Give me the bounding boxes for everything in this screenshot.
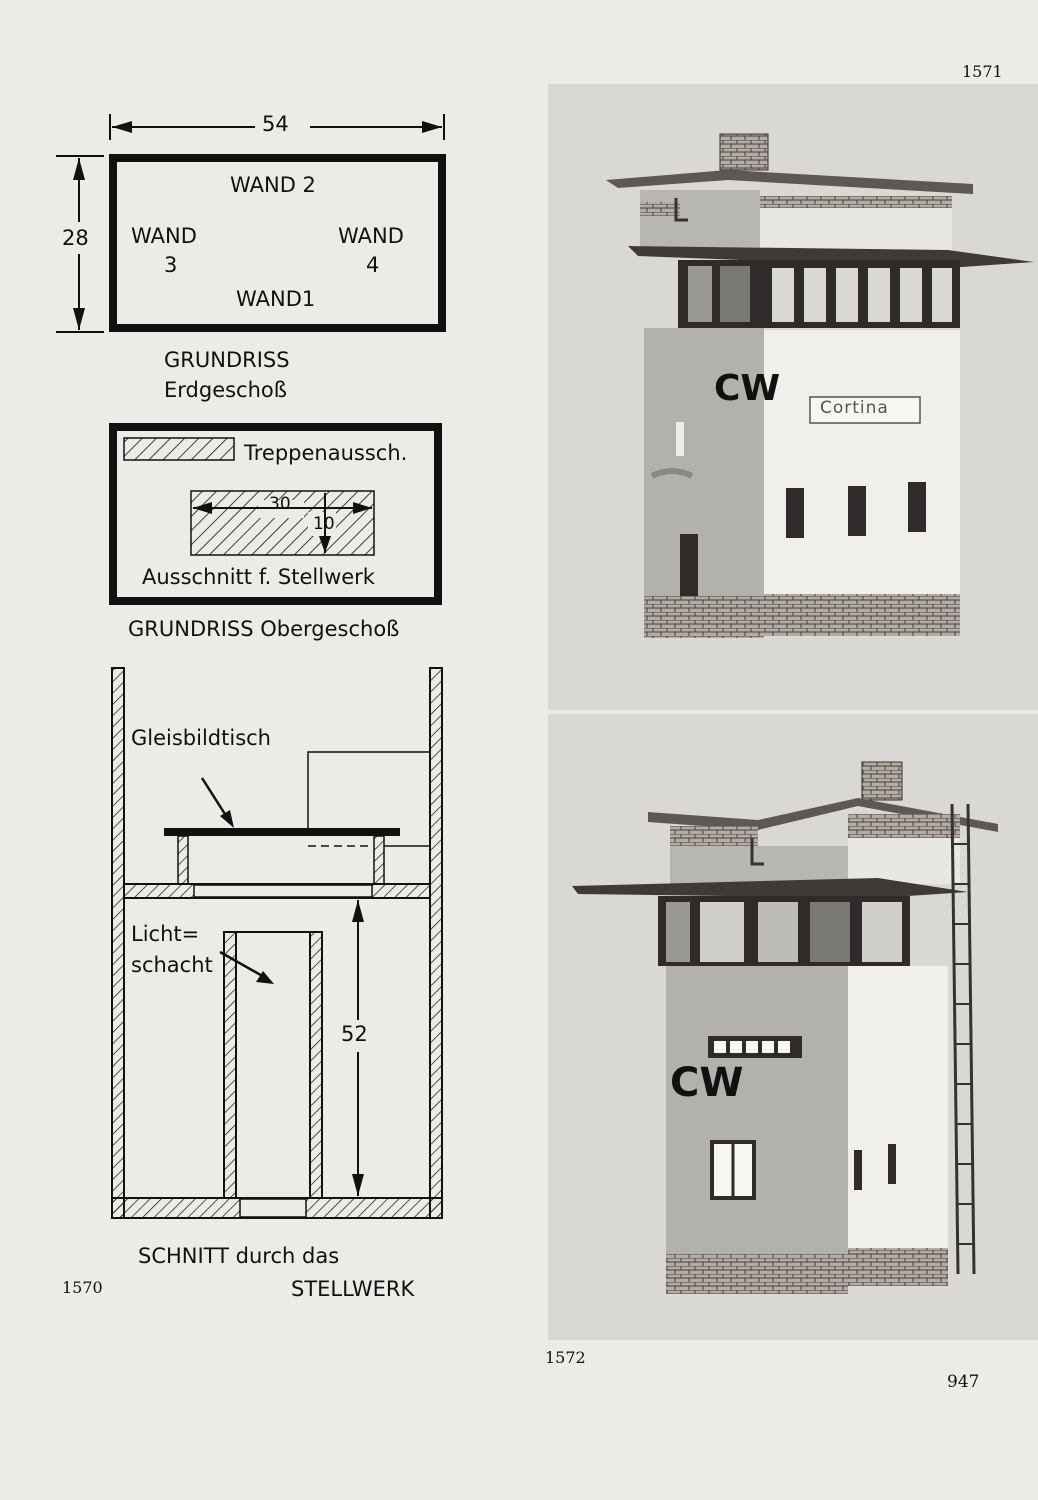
page-number: 947 bbox=[947, 1372, 980, 1392]
dimension-height-28: 28 bbox=[62, 226, 89, 250]
ground-floor-plan-drawing bbox=[0, 0, 520, 660]
label-wall-1: WAND1 bbox=[236, 287, 316, 311]
caption-section-line1: SCHNITT durch das bbox=[138, 1244, 340, 1268]
dimension-width-54: 54 bbox=[262, 112, 289, 136]
dimension-cut-height: 10 bbox=[313, 514, 335, 534]
label-wall-2: WAND 2 bbox=[230, 173, 316, 197]
photo-signal-box-rear bbox=[548, 714, 1038, 1340]
label-light-shaft-line2: schacht bbox=[131, 953, 213, 977]
label-wall-3-word: WAND bbox=[131, 224, 197, 248]
label-wall-3-number: 3 bbox=[164, 253, 178, 277]
label-wall-4-number: 4 bbox=[366, 253, 380, 277]
label-cutout-interlocking: Ausschnitt f. Stellwerk bbox=[142, 565, 375, 589]
signal-box-model-rear-illustration bbox=[548, 714, 1038, 1340]
photo-signal-box-front bbox=[548, 84, 1038, 710]
label-stair-cutout: Treppenaussch. bbox=[244, 441, 408, 465]
dimension-cut-width: 30 bbox=[269, 494, 291, 514]
station-sign-label: Cortina bbox=[820, 398, 889, 418]
caption-ground-plan-title: GRUNDRISS bbox=[164, 348, 290, 372]
label-track-diagram-table: Gleisbildtisch bbox=[131, 726, 271, 750]
caption-upper-plan: GRUNDRISS Obergeschoß bbox=[128, 617, 400, 641]
figure-number-1571: 1571 bbox=[962, 62, 1003, 81]
signal-box-model-illustration bbox=[548, 84, 1038, 710]
label-light-shaft-line1: Licht= bbox=[131, 922, 200, 946]
caption-section-line2: STELLWERK bbox=[291, 1277, 415, 1301]
dimension-height-52: 52 bbox=[341, 1022, 368, 1046]
wall-letters-cw: CW bbox=[670, 1060, 744, 1106]
caption-ground-plan-subtitle: Erdgeschoß bbox=[164, 378, 287, 402]
figure-number-1572: 1572 bbox=[545, 1348, 586, 1367]
figure-number-1570: 1570 bbox=[62, 1278, 103, 1297]
wall-letters-cw: CW bbox=[714, 368, 781, 409]
label-wall-4-word: WAND bbox=[338, 224, 404, 248]
